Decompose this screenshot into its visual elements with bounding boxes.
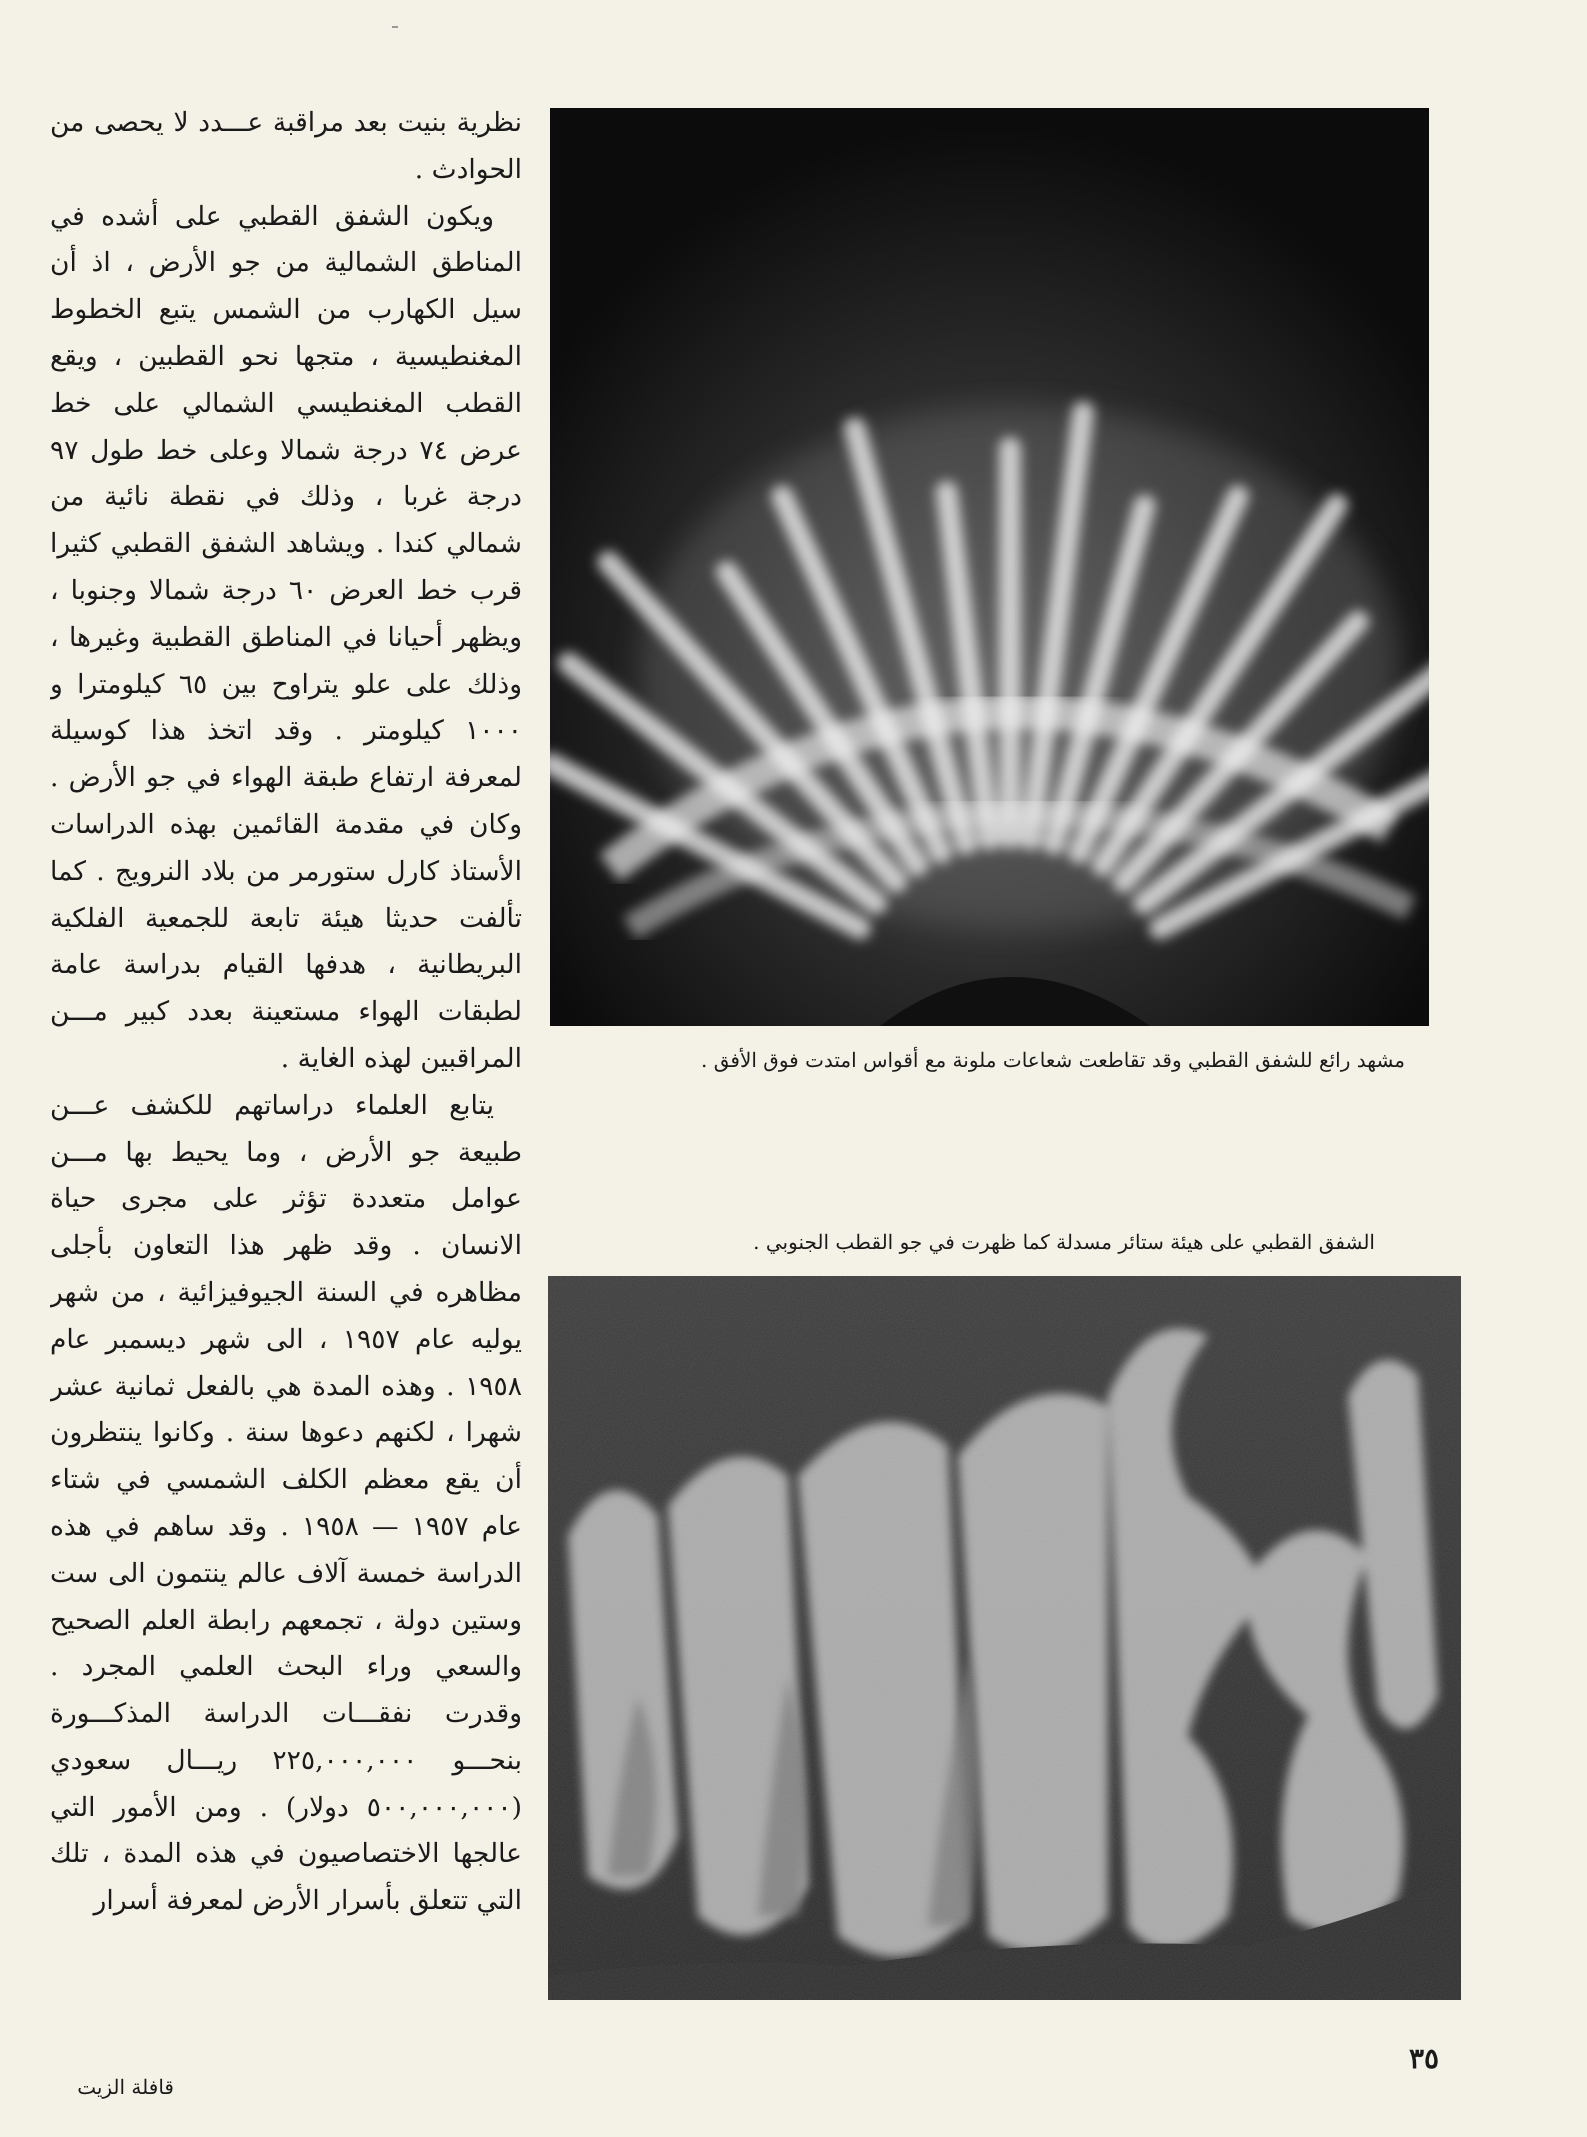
page-number: ٣٥ bbox=[1408, 2042, 1440, 2075]
aurora-rays-image bbox=[550, 108, 1429, 1026]
top-photo-caption: مشهد رائع للشفق القطبي وقد تقاطعت شعاعات ملونة مع أقواس امتدت فوق الأفق . bbox=[701, 1048, 1405, 1072]
article-paragraph-3: يتابع العلماء دراساتهم للكشف عـــن طبيعة جو الأرض ، وما يحيط بها مـــن عوامل متعددة تؤثر على مجرى حياة الانسان . وقد ظهر هذا التعاون بأجلى مظاهره في السنة الجيوفيزائية ، من شهر يوليه عام ١٩٥٧ ، الى شهر ديسمبر عام ١٩٥٨ . وهذه المدة هي بالفعل ثمانية عشر شهرا ، لكنهم دعوها سنة . وكانوا ينتظرون أن يقع معظم الكلف الشمسي في شتاء عام ١٩٥٧ — ١٩٥٨ . وقد ساهم في هذه الدراسة خمسة آلاف عالم ينتمون الى ست وستين دولة ، تجمعهم رابطة العلم الصحيح والسعي وراء البحث العلمي المجرد . وقدرت نفقـــات الدراسة المذكـــورة بنحـــو ٢٢٥,٠٠٠,٠٠٠ ريـــال سعودي (٥٠٠,٠٠٠,٠٠٠ دولار) . ومن الأمور التي عالجها الاختصاصيون في هذه المدة ، تلك التي تتعلق بأسرار الأرض لمعرفة أسرار bbox=[50, 1089, 522, 1917]
article-paragraph-1: نظرية بنيت بعد مراقبة عـــدد لا يحصى من الحوادث . bbox=[50, 107, 522, 185]
article-text-column bbox=[50, 100, 522, 2020]
bottom-photo-caption: الشفق القطبي على هيئة ستائر مسدلة كما ظهرت في جو القطب الجنوبي . bbox=[753, 1230, 1375, 1254]
aurora-rays-photo bbox=[550, 108, 1429, 1026]
magazine-name: قافلة الزيت bbox=[77, 2075, 174, 2099]
article-paragraph-2: ويكون الشفق القطبي على أشده في المناطق الشمالية من جو الأرض ، اذ أن سيل الكهارب من الشمس يتبع الخطوط المغنطيسية ، متجها نحو القطبين ، ويقع القطب المغنطيسي الشمالي على خط عرض ٧٤ درجة شمالا وعلى خط طول ٩٧ درجة غربا ، وذلك في نقطة نائية من شمالي كندا . ويشاهد الشفق القطبي كثيرا قرب خط العرض ٦٠ درجة شمالا وجنوبا ، ويظهر أحيانا في المناطق القطبية وغيرها ، وذلك على علو يتراوح بين ٦٥ كيلومترا و ١٠٠٠ كيلومتر . وقد اتخذ هذا كوسيلة لمعرفة ارتفاع طبقة الهواء في جو الأرض . وكان في مقدمة القائمين بهذه الدراسات الأستاذ كارل ستورمر من بلاد النرويج . كما تألفت حديثا هيئة تابعة للجمعية الفلكية البريطانية ، هدفها القيام بدراسة عامة لطبقات الهواء مستعينة بعدد كبير مـــن المراقبين لهذه الغاية . bbox=[50, 200, 522, 1074]
aurora-curtain-drawing bbox=[548, 1276, 1461, 2000]
aurora-curtain-image bbox=[548, 1276, 1461, 2000]
print-mark bbox=[392, 26, 398, 28]
